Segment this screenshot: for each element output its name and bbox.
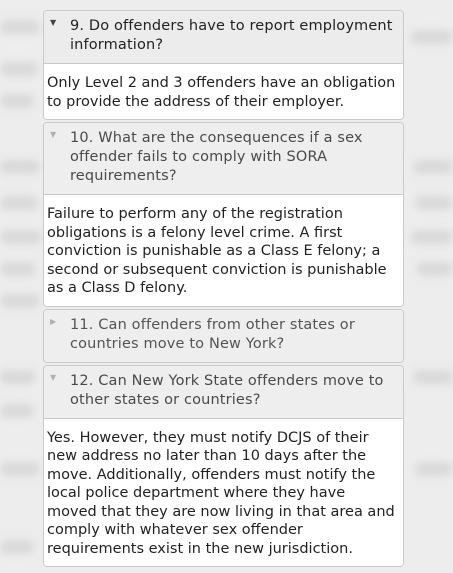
faq-question-9-text: 9. Do offenders have to report employment information? bbox=[70, 18, 393, 53]
faq-question-10-header[interactable] bbox=[44, 123, 403, 194]
faq-accordion bbox=[43, 10, 404, 569]
faq-question-11-text: 11. Can offenders from other states or countries move to New York? bbox=[70, 316, 355, 352]
faq-item-9 bbox=[43, 10, 404, 120]
triangle-down-icon: ▼ bbox=[50, 372, 57, 382]
faq-answer-9: Only Level 2 and 3 offenders have an obligation to provide the address of their employer. bbox=[44, 63, 403, 119]
faq-item-12 bbox=[43, 365, 404, 568]
faq-question-11-header[interactable] bbox=[44, 310, 403, 362]
triangle-right-icon: ▶ bbox=[50, 316, 57, 326]
faq-question-12-text: 12. Can New York State offenders move to other states or countries? bbox=[70, 372, 384, 408]
faq-question-9-header[interactable] bbox=[44, 11, 403, 63]
faq-item-10 bbox=[43, 122, 404, 307]
faq-question-10-text: 10. What are the consequences if a sex offender fails to comply with SORA requirements? bbox=[70, 130, 363, 184]
faq-answer-10: Failure to perform any of the registration obligations is a felony level crime. A first conviction is punishable as a Class E felony; a second or subsequent conviction is punishable as a Class D felony. bbox=[44, 194, 403, 306]
faq-answer-12: Yes. However, they must notify DCJS of their new address no later than 10 days after the move. Additionally, offenders must notify the local police department where they have moved that they are now living in that area and comply with whatever sex offender requirements exist in the new jurisdiction. bbox=[44, 418, 403, 567]
triangle-down-icon: ▼ bbox=[50, 130, 57, 139]
faq-question-12-header[interactable] bbox=[44, 366, 403, 418]
triangle-down-icon: ▼ bbox=[50, 18, 57, 27]
faq-item-11 bbox=[43, 309, 404, 363]
